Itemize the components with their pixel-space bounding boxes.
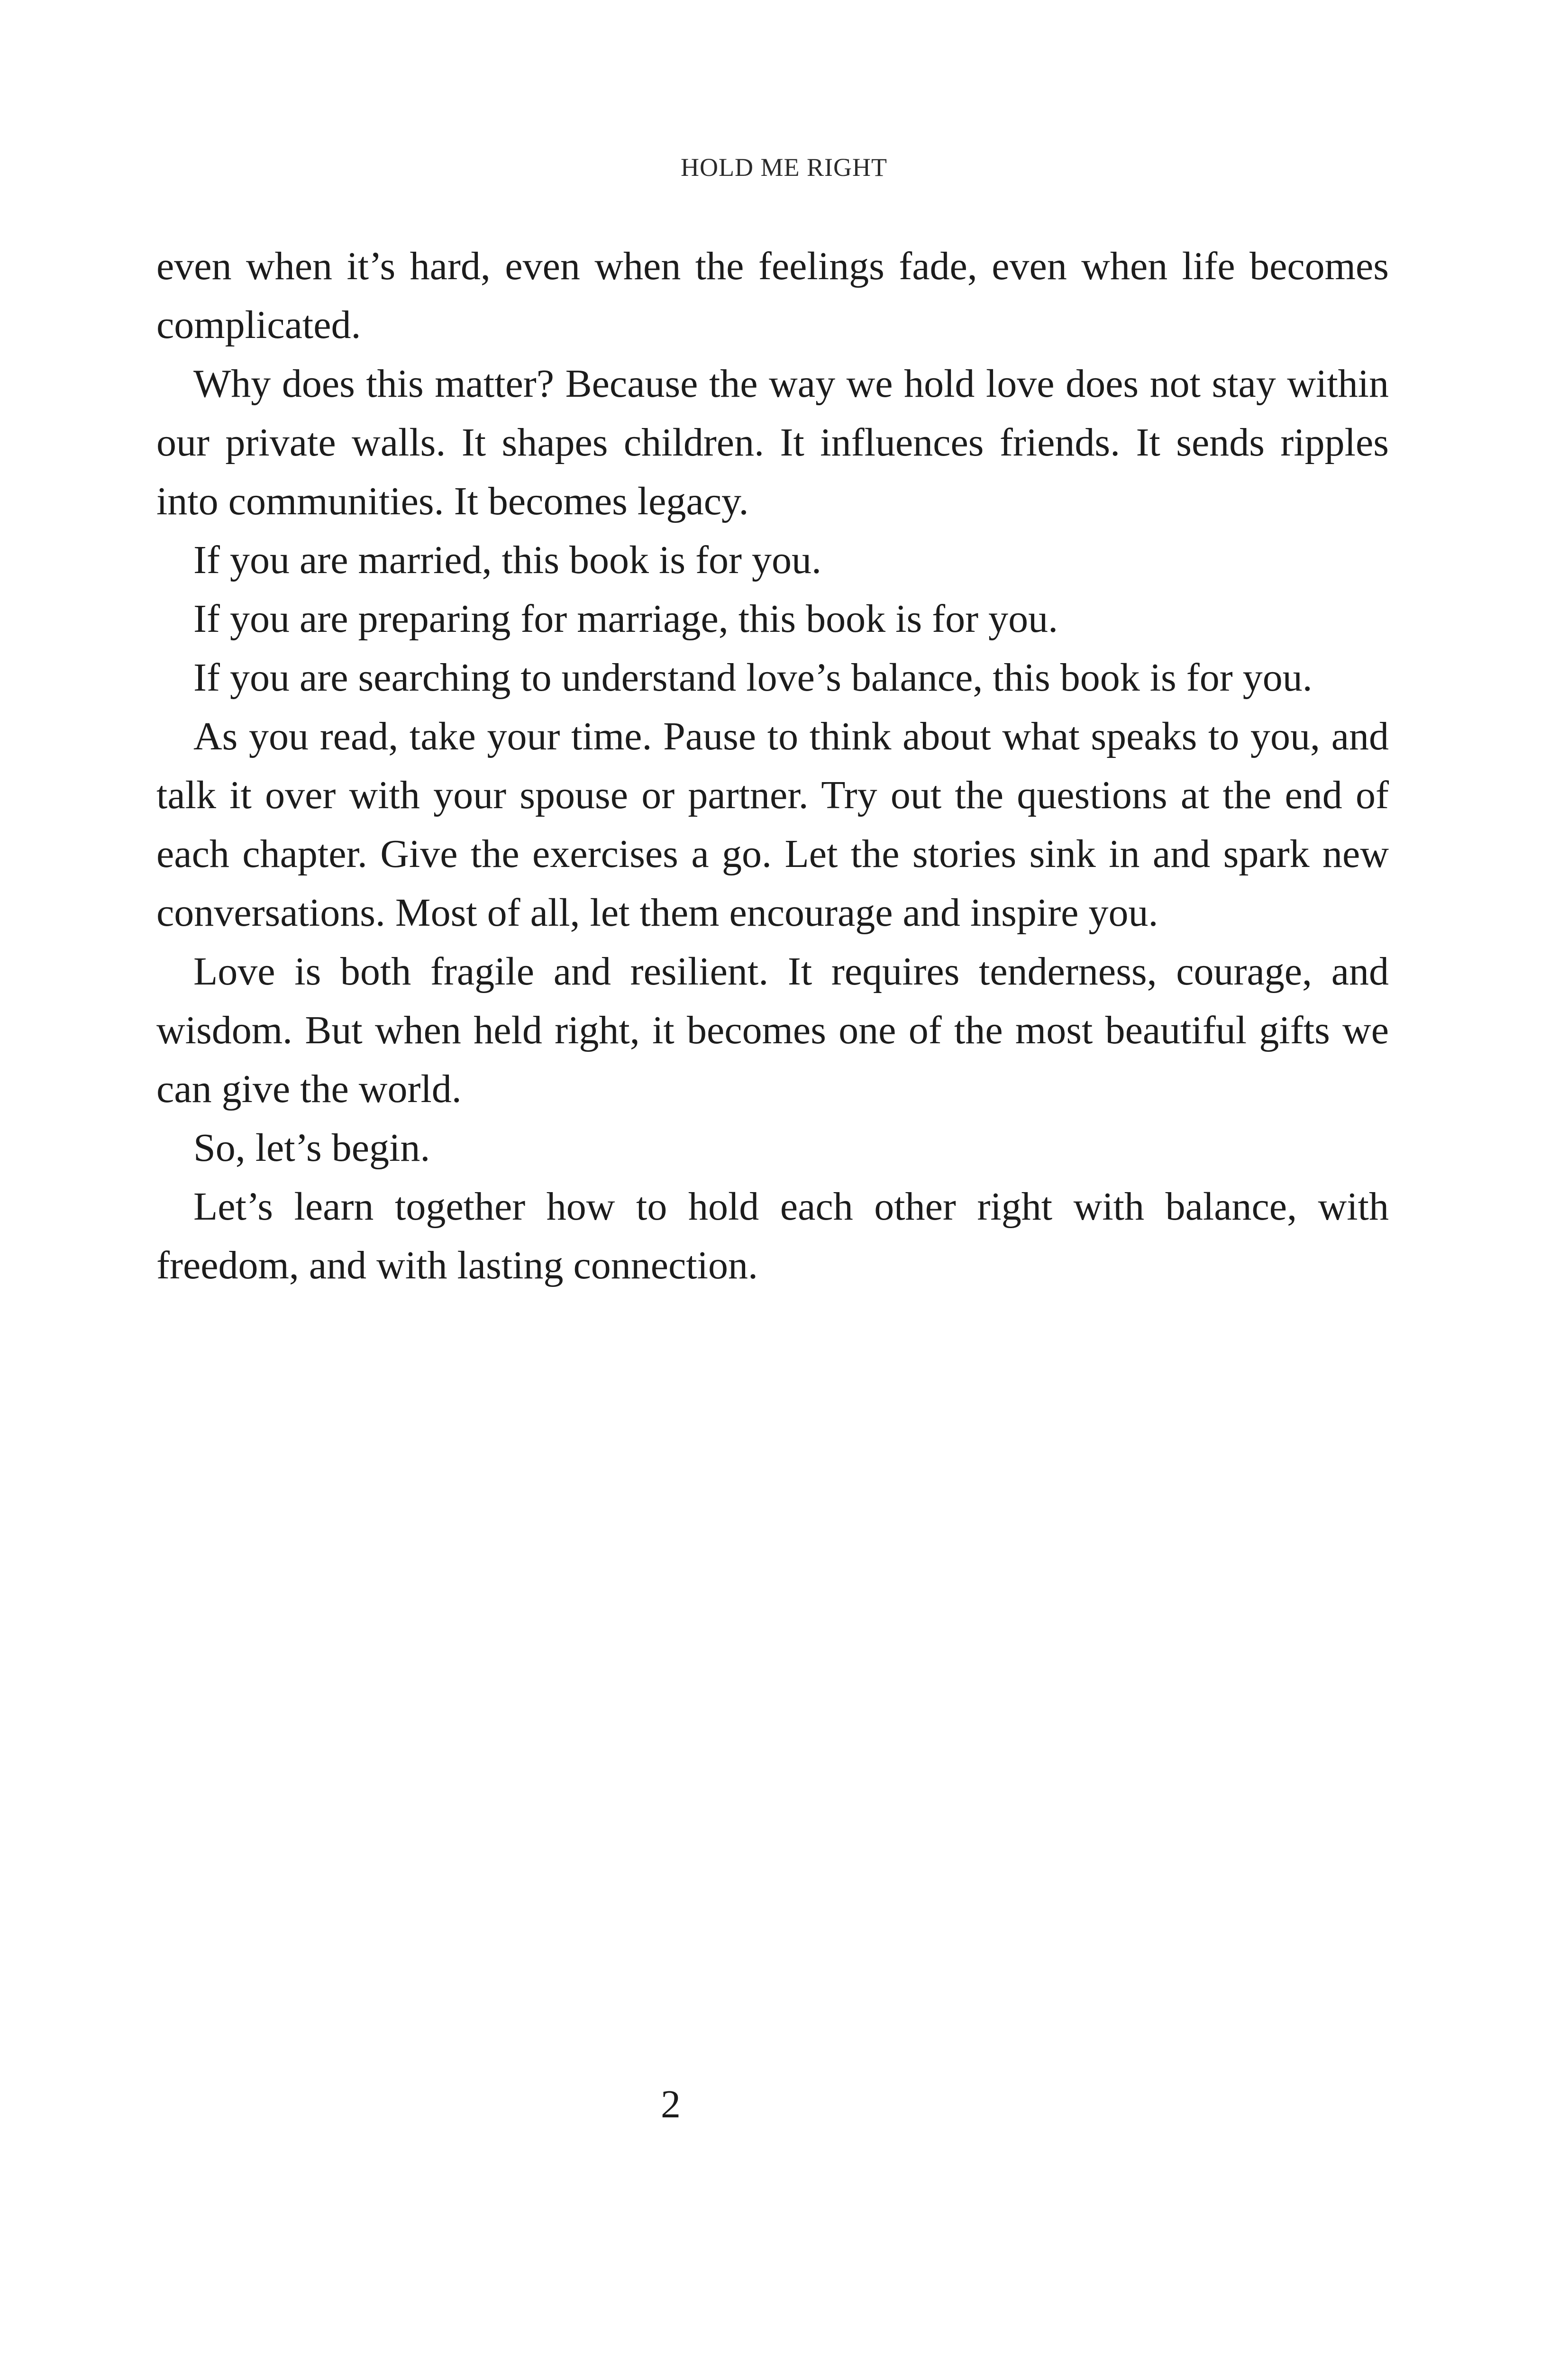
paragraph: If you are married, this book is for you. [193, 538, 822, 582]
body-text [156, 237, 1389, 1295]
running-head: HOLD ME RIGHT [681, 153, 887, 182]
paragraph: Love is both fragile and resilient. It requires tenderness, courage, and wisdom. But when held right, it becomes one of the most beautiful gifts we can give the world. [156, 949, 1389, 1111]
paragraph: Let’s learn together how to hold each other right with balance, with freedom, and with lasting connection. [156, 1185, 1389, 1287]
paragraph: Why does this matter? Because the way we hold love does not stay within our private walls. It shapes children. It influences friends. It sends ripples into communities. It becomes legacy. [156, 362, 1389, 523]
page-number: 2 [661, 2082, 681, 2126]
paragraph: So, let’s begin. [193, 1126, 430, 1170]
paragraph: If you are preparing for marriage, this book is for you. [193, 597, 1058, 641]
paragraph-continuation: even when it’s hard, even when the feelings fade, even when life becomes complicated. [156, 244, 1389, 347]
paragraph: As you read, take your time. Pause to think about what speaks to you, and talk it over with your spouse or partner. Try out the questions at the end of each chapter. Give the exercises a go. Let the stories sink in and spark new conversations. Most of all, let them encourage and inspire you. [156, 714, 1389, 935]
paragraph: If you are searching to understand love’s balance, this book is for you. [193, 656, 1313, 700]
